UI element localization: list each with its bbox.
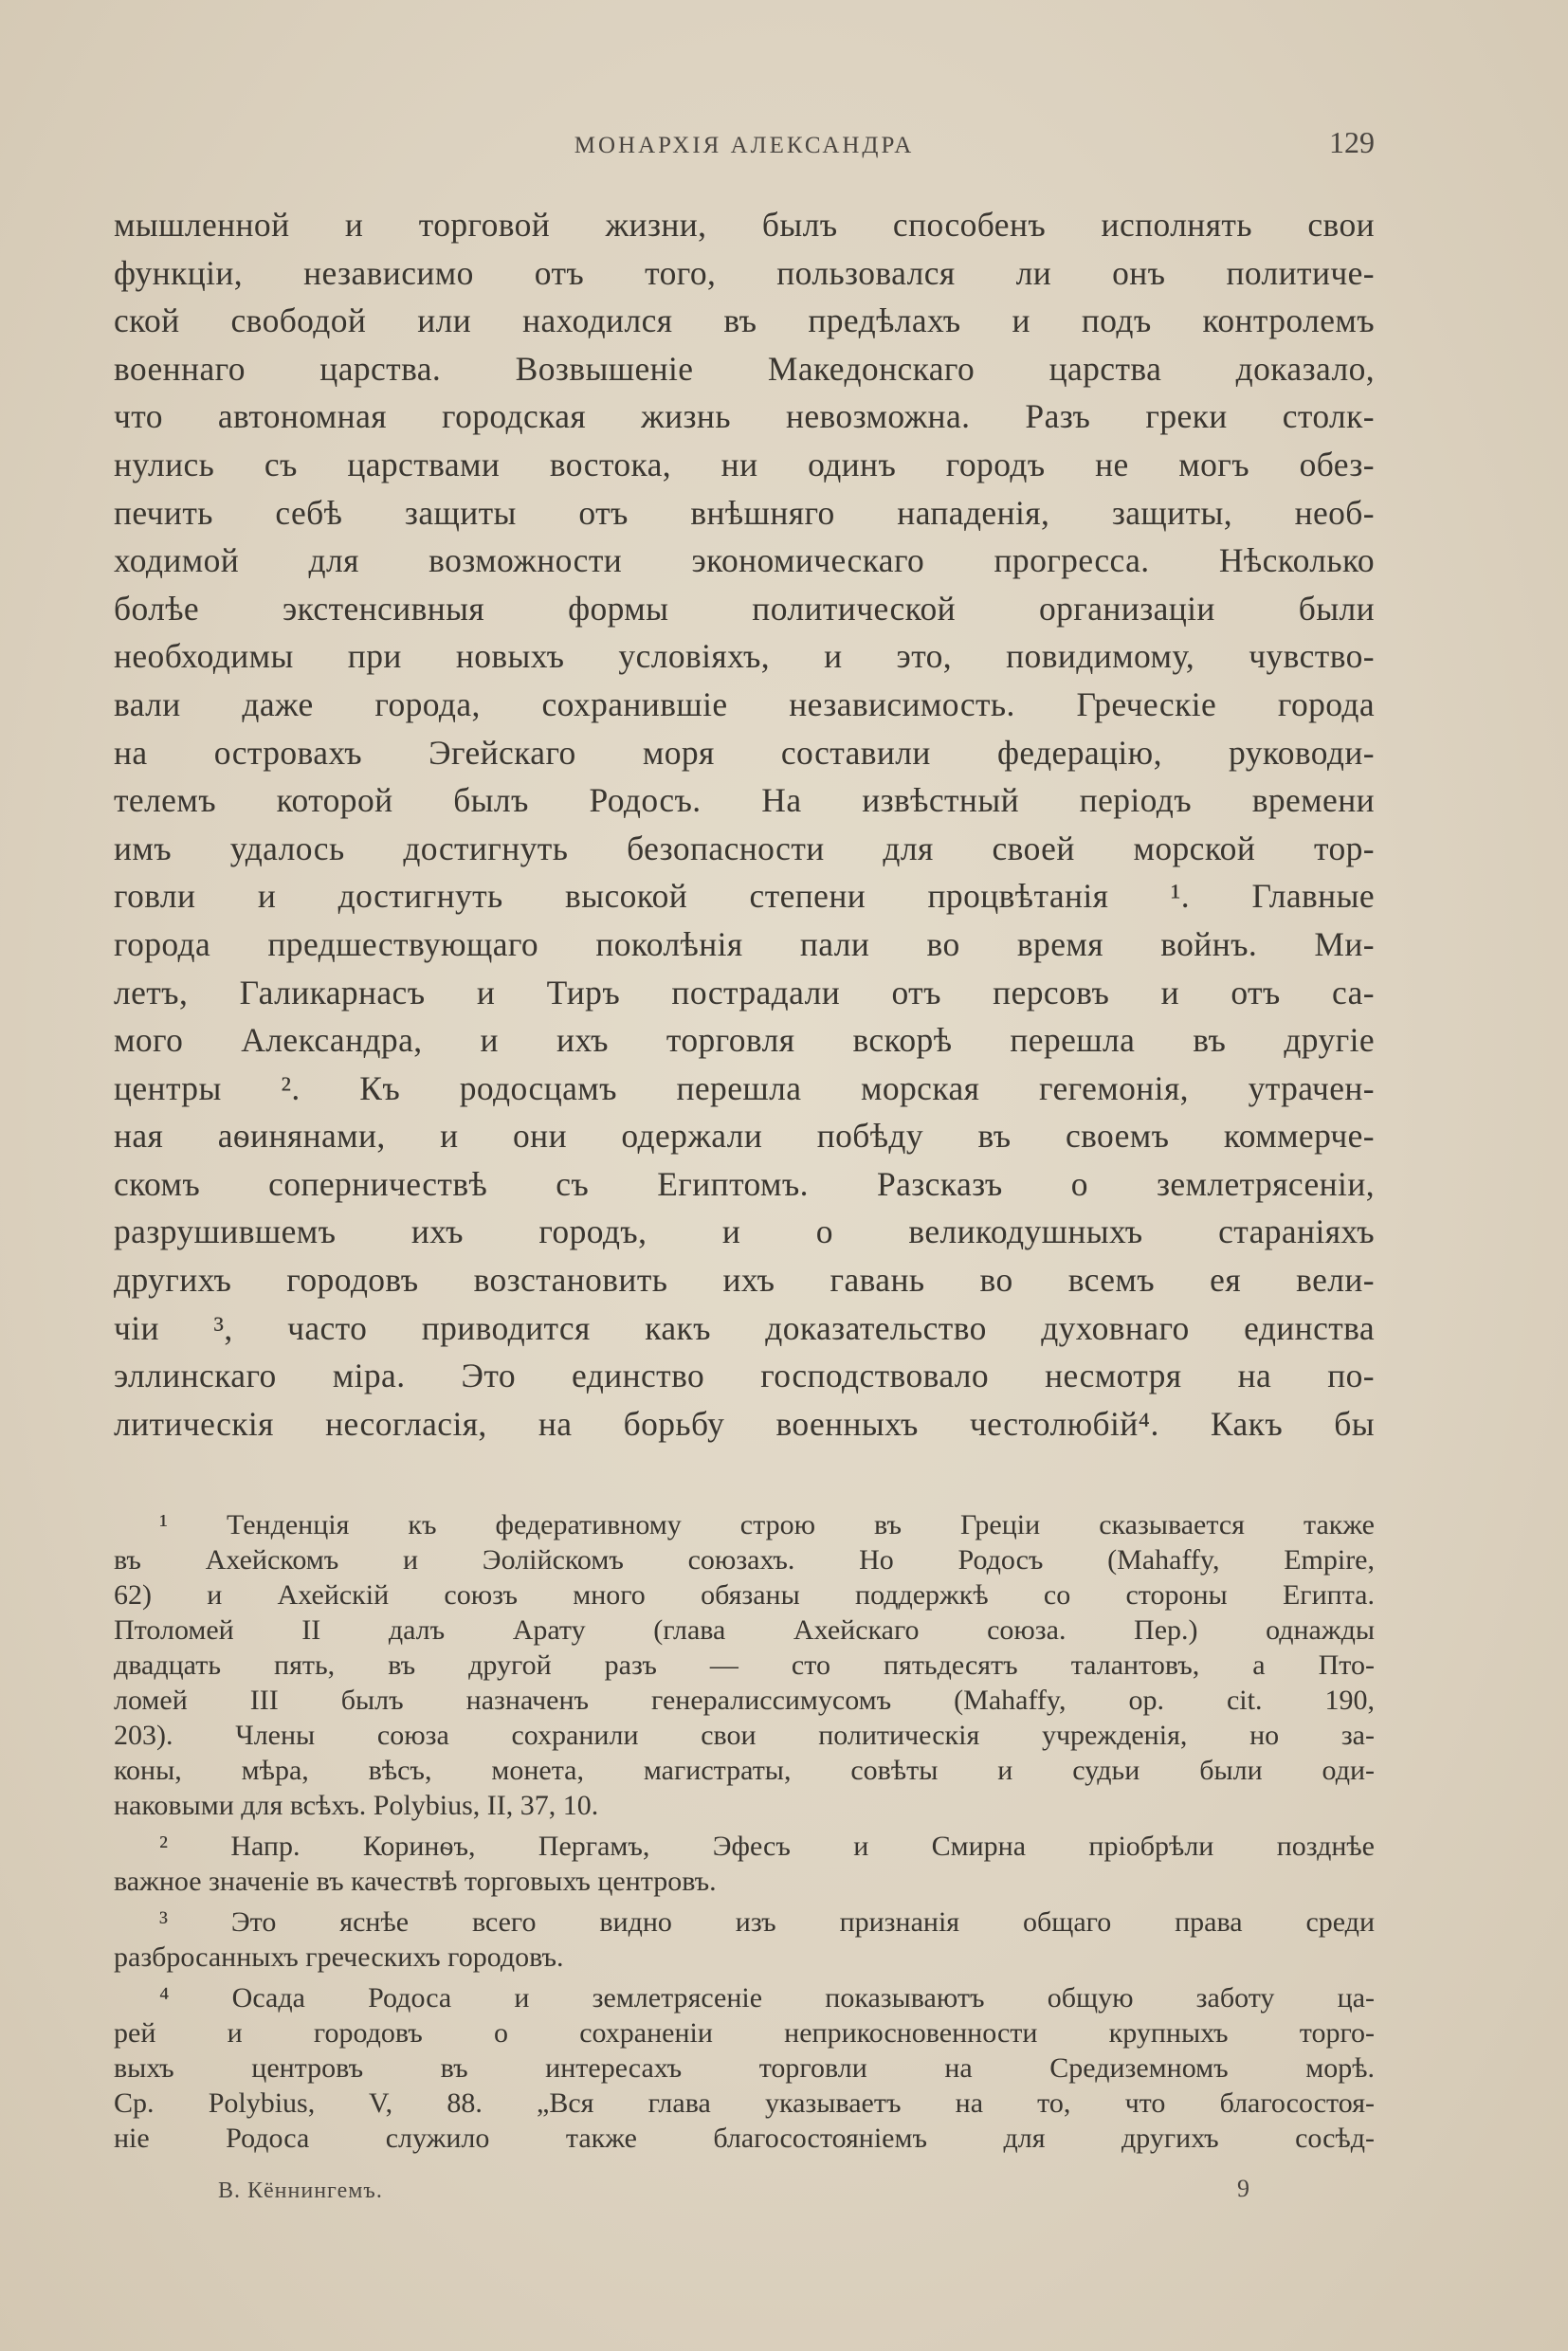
footnote-line: важное значеніе въ качествѣ торговыхъ центровъ. <box>114 1866 717 1897</box>
text-line: что автономная городская жизнь невозможна. Разъ греки столк- <box>114 397 1375 436</box>
text-line: на островахъ Эгейскаго моря составили федерацію, руководи- <box>114 733 1375 772</box>
footnote-line: ломей III былъ назначенъ генералиссимусомъ (Mahaffy, op. cit. 190, <box>114 1685 1375 1716</box>
footnote-line: въ Ахейскомъ и Эолійскомъ союзахъ. Но Родосъ (Mahaffy, Empire, <box>114 1544 1375 1576</box>
footnote-1 <box>114 1507 1375 1823</box>
text-line: имъ удалось достигнуть безопасности для своей морской тор- <box>114 829 1375 867</box>
text-line: разрушившемъ ихъ городъ, и о великодушныхъ стараніяхъ <box>114 1212 1375 1251</box>
footnote-4 <box>114 1980 1375 2156</box>
text-line: ской свободой или находился въ предѣлахъ и подъ контролемъ <box>114 301 1375 340</box>
text-line: вали даже города, сохранившіе независимость. Греческіе города <box>114 684 1375 723</box>
footnote-line: разбросанныхъ греческихъ городовъ. <box>114 1941 564 1973</box>
footnote-line: Птоломей II далъ Арату (глава Ахейскаго союза. Пер.) однажды <box>114 1614 1375 1646</box>
text-line: ная аѳинянами, и они одержали побѣду въ своемъ коммерче- <box>114 1117 1375 1156</box>
text-line: города предшествующаго поколѣнія пали во время войнъ. Ми- <box>114 924 1375 963</box>
footnote-line: Ср. Polybius, V, 88. „Вся глава указываетъ на то, что благосостоя- <box>114 2087 1375 2119</box>
text-line: летъ, Галикарнасъ и Тиръ пострадали отъ персовъ и отъ са- <box>114 973 1375 1011</box>
text-line: скомъ соперничествѣ съ Египтомъ. Разсказъ о землетрясеніи, <box>114 1164 1375 1203</box>
footnote-line: выхъ центровъ въ интересахъ торговли на Средиземномъ морѣ. <box>114 2052 1375 2084</box>
footnote-2 <box>114 1829 1375 1899</box>
text-line: телемъ которой былъ Родосъ. На извѣстный періодъ времени <box>114 781 1375 820</box>
text-line: болѣе экстенсивныя формы политической организаціи были <box>114 589 1375 628</box>
footnote-line: ⁴ Осада Родоса и землетрясеніе показываютъ общую заботу ца- <box>159 1982 1375 2014</box>
footnote-line: двадцать пять, въ другой разъ — сто пятьдесятъ талантовъ, а Пто- <box>114 1649 1375 1681</box>
text-line: нулись съ царствами востока, ни одинъ городъ не могъ обез- <box>114 445 1375 483</box>
text-line: военнаго царства. Возвышеніе Македонскаго царства доказало, <box>114 349 1375 388</box>
text-line: чіи ³, часто приводится какъ доказательство духовнаго единства <box>114 1308 1375 1347</box>
text-line: необходимы при новыхъ условіяхъ, и это, повидимому, чувство- <box>114 637 1375 676</box>
footnote-line: ¹ Тенденція къ федеративному строю въ Греціи сказывается также <box>159 1509 1375 1540</box>
page-number: 129 <box>1329 125 1375 159</box>
text-line: центры ². Къ родосцамъ перешла морская гегемонія, утрачен- <box>114 1068 1375 1107</box>
text-line: другихъ городовъ возстановить ихъ гавань во всемъ ея вели- <box>114 1261 1375 1300</box>
printer-signature: В. Кённингемъ. <box>218 2178 383 2203</box>
footnote-line: рей и городовъ о сохраненіи неприкосновенности крупныхъ торго- <box>114 2017 1375 2049</box>
text-line: говли и достигнуть высокой степени процвѣтанія ¹. Главные <box>114 877 1375 916</box>
main-text <box>114 201 1375 1448</box>
page-footer <box>218 2175 1261 2216</box>
footnote-3 <box>114 1904 1375 1975</box>
footnotes <box>114 1507 1375 2156</box>
page-header <box>114 125 1375 163</box>
text-line: мышленной и торговой жизни, былъ способенъ исполнять свои <box>114 206 1375 244</box>
text-line: эллинскаго міра. Это единство господствовало несмотря на по- <box>114 1357 1375 1395</box>
footnote-line: ³ Это яснѣе всего видно изъ признанія общаго права среди <box>159 1906 1375 1938</box>
text-line: литическія несогласія, на борьбу военныхъ честолюбій⁴. Какъ бы <box>114 1404 1375 1443</box>
sheet-number: 9 <box>1237 2175 1249 2202</box>
footnote-line: ніе Родоса служило также благосостояніемъ для другихъ сосѣд- <box>114 2123 1375 2154</box>
footnote-line: 203). Члены союза сохранили свои политическія учрежденія, но за- <box>114 1720 1375 1751</box>
text-line: мого Александра, и ихъ торговля вскорѣ перешла въ другіе <box>114 1021 1375 1060</box>
text-line: функціи, независимо отъ того, пользовался ли онъ политиче- <box>114 253 1375 292</box>
text-line: ходимой для возможности экономическаго прогресса. Нѣсколько <box>114 541 1375 580</box>
footnote-line: 62) и Ахейскій союзъ много обязаны поддержкѣ со стороны Египта. <box>114 1579 1375 1611</box>
footnote-line: коны, мѣра, вѣсъ, монета, магистраты, совѣты и судьи были оди- <box>114 1755 1375 1786</box>
text-line: печить себѣ защиты отъ внѣшняго нападенія, защиты, необ- <box>114 493 1375 532</box>
running-head: МОНАРХІЯ АЛЕКСАНДРА <box>574 133 915 158</box>
footnote-line: ² Напр. Коринѳъ, Пергамъ, Эфесъ и Смирна пріобрѣли позднѣе <box>159 1831 1375 1862</box>
footnote-line: наковыми для всѣхъ. Polybius, II, 37, 10. <box>114 1790 599 1821</box>
